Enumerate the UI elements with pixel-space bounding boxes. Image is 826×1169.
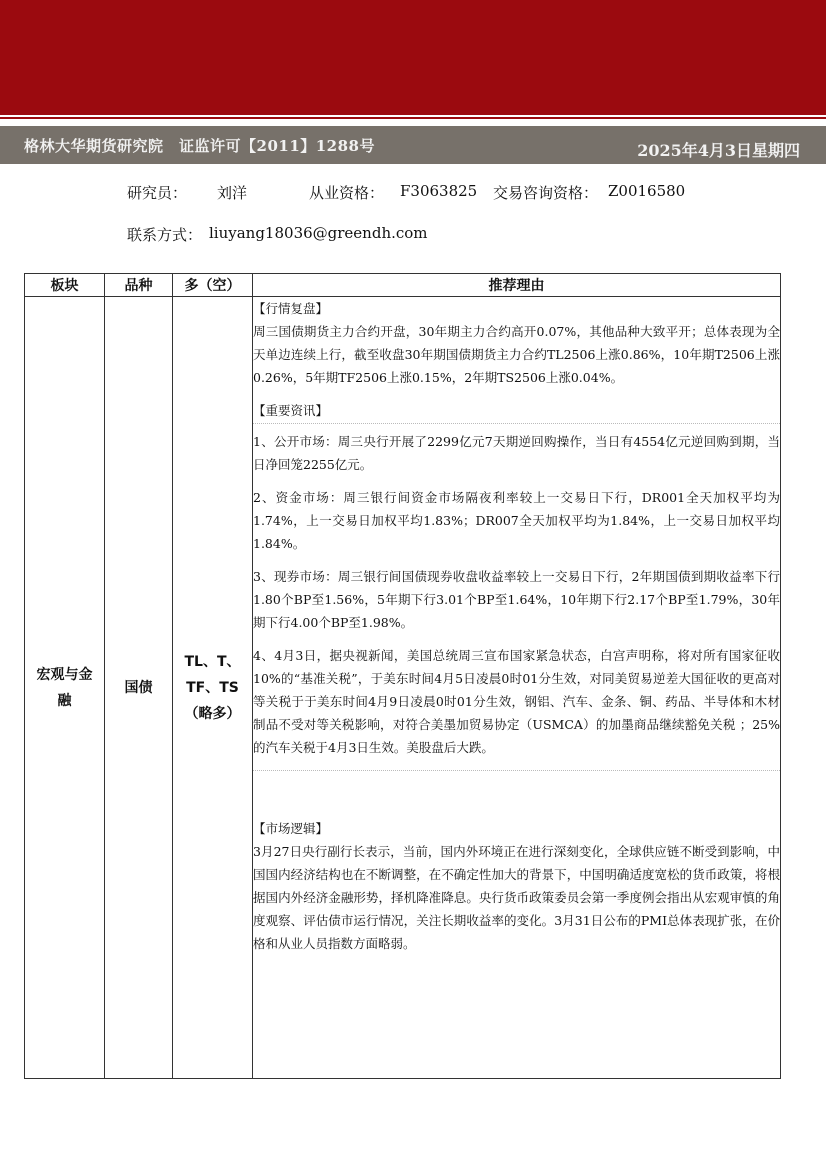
cell-variety: 国债 <box>105 297 173 1079</box>
header-divider <box>0 117 826 119</box>
recommendation-table <box>24 273 781 1079</box>
contact-label: 联系方式： <box>127 226 203 244</box>
news-item-tariffs: 4、4月3日，据央视新闻，美国总统周三宣布国家紧急状态，白宫声明称，将对所有国家征收10%的“基准关税”，于美东时间4月5日凌晨0时01分生效，对同美贸易逆差大国征收的更高对等关税于于美东时间4月9日凌晨0时01分生效，钢铝、汽车、金条、铜、药品、半导体和木材制品不受对等关税影响，对符合美墨加贸易协定（USMCA）的加墨商品继续豁免关税 ；25%的汽车关税于4月3日生效。美股盘后大跌。 <box>253 648 780 755</box>
header-variety: 品种 <box>105 274 173 297</box>
dotted-divider <box>253 422 780 424</box>
qualification-label: 从业资格： <box>309 184 385 202</box>
researcher-label: 研究员： <box>127 184 188 202</box>
sector-text: 宏观与金融 <box>36 666 93 709</box>
consult-qualification-label: 交易咨询资格： <box>493 184 599 202</box>
report-date: 2025年4月3日星期四 <box>637 141 800 160</box>
org-license-text: 格林大华期货研究院 证监许可【2011】1288号 <box>24 137 375 155</box>
qualification-number: F3063825 <box>400 182 478 200</box>
table-header-row <box>25 274 781 297</box>
header-sector: 板块 <box>25 274 105 297</box>
market-review-paragraph: 周三国债期货主力合约开盘，30年期主力合约高开0.07%，其他品种大致平开；总体表现为全天单边连续上行，截至收盘30年期国债期货主力合约TL2506上涨0.86%，10年期T2506上涨0.26%，5年期TF2506上涨0.15%，2年期TS2506上涨0.04%。 <box>253 324 780 385</box>
cell-reason <box>253 297 781 1079</box>
news-item-money-market: 2、资金市场：周三银行间资金市场隔夜利率较上一交易日下行，DR001全天加权平均为1.74%，上一交易日加权平均1.83%；DR007全天加权平均为1.84%，上一交易日加权平均1.84%。 <box>253 490 780 551</box>
dotted-divider <box>253 769 780 771</box>
direction-text: TL、T、TF、TS（略多） <box>184 653 241 722</box>
header-direction: 多（空） <box>173 274 253 297</box>
cell-sector <box>25 297 105 1079</box>
market-logic-paragraph: 3月27日央行副行长表示，当前，国内外环境正在进行深刻变化，全球供应链不断受到影响，中国国内经济结构也在不断调整，在不确定性加大的背景下，中国明确适度宽松的货币政策，将根据国内外经济金融形势，择机降准降息。央行货币政策委员会第一季度例会指出从宏观审慎的角度观察、评估债市运行情况，关注长期收益率的变化。3月31日公布的PMI总体表现扩张，在价格和从业人员指数方面略弱。 <box>253 844 780 951</box>
section-title-market-logic: 【市场逻辑】 <box>253 821 329 836</box>
cell-direction <box>173 297 253 1079</box>
table-row <box>25 297 781 1079</box>
header-red-band <box>0 0 826 115</box>
section-title-market-review: 【行情复盘】 <box>253 301 329 316</box>
section-title-key-news: 【重要资讯】 <box>253 403 329 418</box>
header-reason: 推荐理由 <box>253 274 781 297</box>
consult-qualification-number: Z0016580 <box>608 182 686 200</box>
contact-email[interactable]: liuyang18036@greendh.com <box>209 224 428 242</box>
news-item-bond-market: 3、现券市场：周三银行间国债现券收盘收益率较上一交易日下行，2年期国债到期收益率下行1.80个BP至1.56%，5年期下行3.01个BP至1.64%，10年期下行2.17个BP至1.79%，30年期下行4.00个BP至1.98%。 <box>253 569 780 630</box>
news-item-open-market: 1、公开市场：周三央行开展了2299亿元7天期逆回购操作，当日有4554亿元逆回购到期，当日净回笼2255亿元。 <box>253 434 780 472</box>
researcher-name: 刘洋 <box>217 184 248 202</box>
